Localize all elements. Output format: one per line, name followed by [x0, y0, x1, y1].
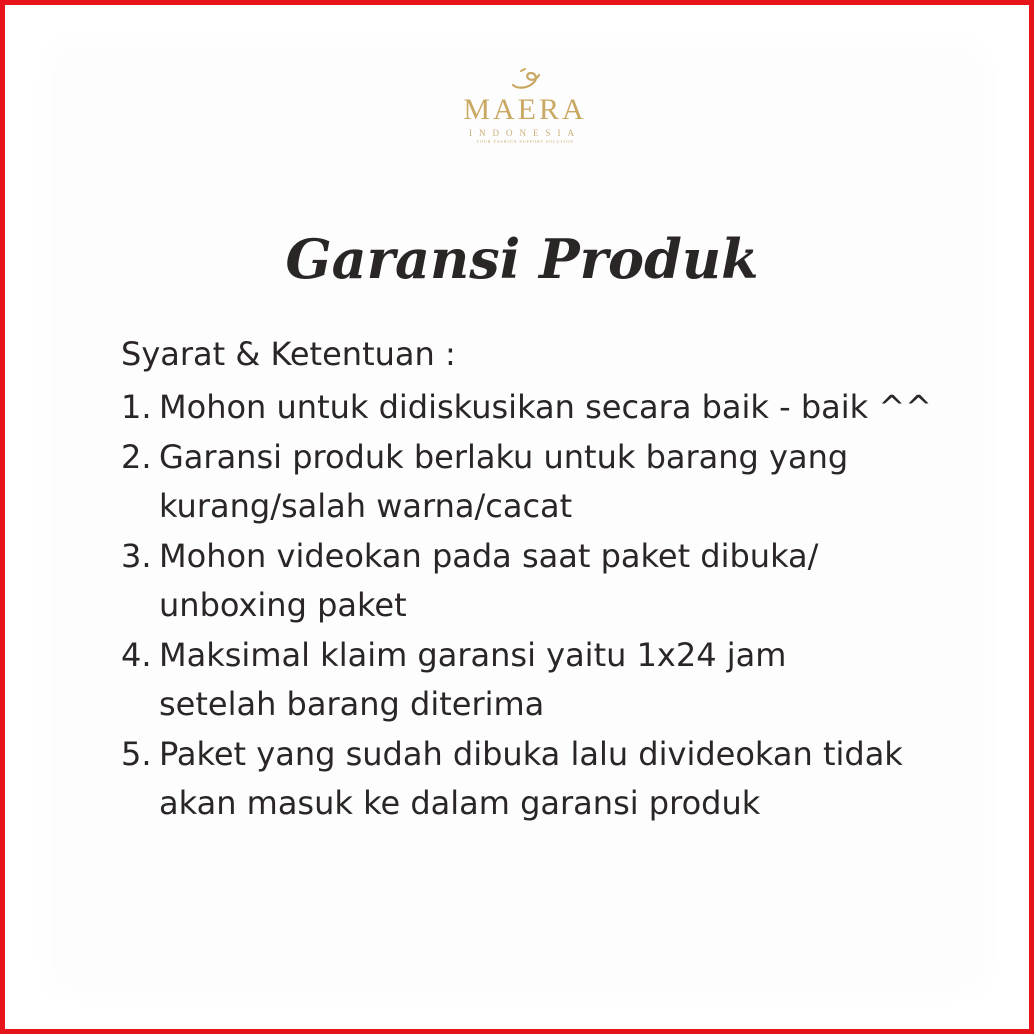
term-text: Maksimal klaim garansi yaitu 1x24 jam setelah barang diterima [159, 635, 787, 723]
term-number: 2. [121, 437, 152, 476]
term-number: 4. [121, 635, 152, 674]
term-text: Garansi produk berlaku untuk barang yang kurang/salah warna/cacat [159, 437, 849, 525]
brand-tagline: YOUR FASHION SUPPORT SOLUTION [476, 139, 574, 144]
term-number: 3. [121, 536, 152, 575]
arabic-calligraphy-mark-icon [507, 67, 543, 91]
term-text: Mohon untuk didiskusikan secara baik - baik ^^ [159, 388, 932, 426]
brand-logo [445, 67, 605, 151]
term-number: 5. [121, 734, 152, 773]
terms-list [121, 383, 1001, 829]
terms-heading: Syarat & Ketentuan : [121, 335, 456, 373]
term-number: 1. [121, 388, 152, 426]
page-title: Garansi Produk [285, 227, 759, 291]
term-text: Paket yang sudah dibuka lalu divideokan tidak akan masuk ke dalam garansi produk [159, 734, 903, 822]
term-item [121, 532, 1001, 631]
term-item [121, 383, 1001, 433]
term-item [121, 433, 1001, 532]
term-item [121, 631, 1001, 730]
term-text: Mohon videokan pada saat paket dibuka/ unboxing paket [159, 536, 819, 624]
term-item [121, 730, 1001, 829]
brand-subtitle: INDONESIA [469, 128, 581, 138]
brand-name: MAERA [463, 93, 587, 126]
